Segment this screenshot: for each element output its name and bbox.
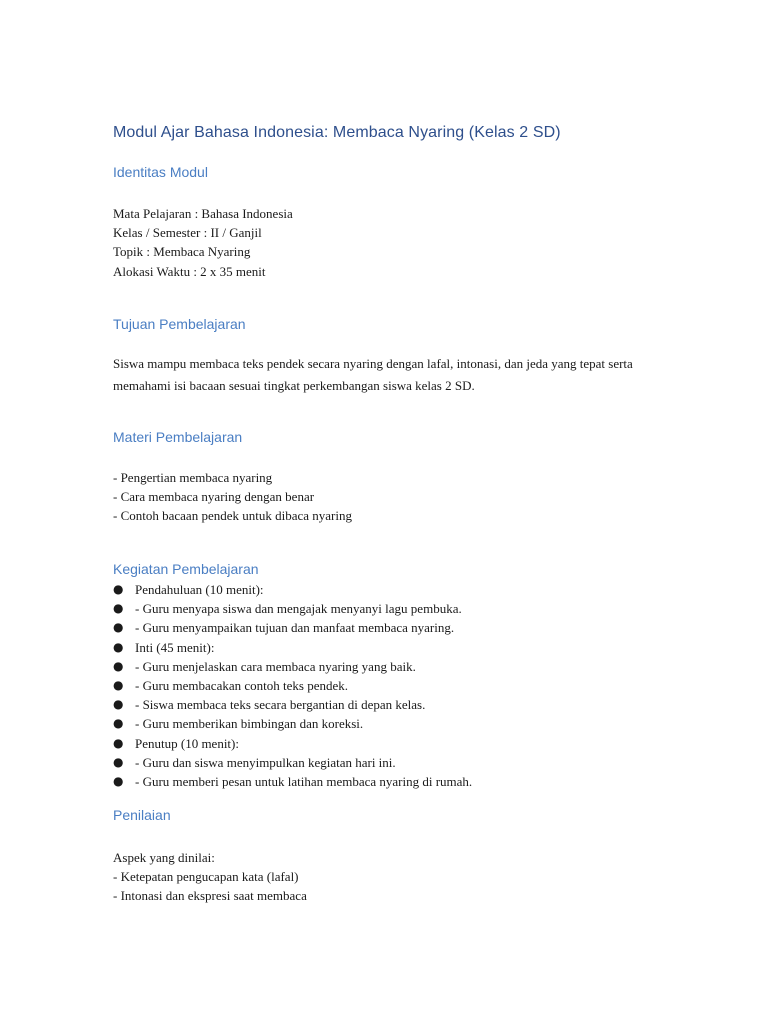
materi-line: - Contoh bacaan pendek untuk dibaca nyaring: [113, 508, 352, 524]
penilaian-line: - Ketepatan pengucapan kata (lafal): [113, 869, 299, 885]
list-item: [113, 753, 472, 772]
identitas-line: Alokasi Waktu : 2 x 35 menit: [113, 263, 266, 279]
list-item-text: - Siswa membaca teks secara bergantian di depan kelas.: [135, 697, 426, 713]
list-item: [113, 734, 472, 753]
heading-tujuan-pembelajaran: Tujuan Pembelajaran: [113, 316, 246, 332]
list-item: [113, 618, 472, 637]
materi-line: - Cara membaca nyaring dengan benar: [113, 489, 315, 505]
heading-materi-pembelajaran: Materi Pembelajaran: [113, 429, 243, 445]
penilaian-list: [113, 848, 307, 906]
heading-kegiatan-pembelajaran: Kegiatan Pembelajaran: [113, 561, 259, 577]
heading-identitas-modul: Identitas Modul: [113, 164, 208, 180]
bullet-dot-icon: ●: [113, 582, 124, 596]
bullet-dot-icon: ●: [113, 677, 124, 692]
list-item-text: - Guru menyapa siswa dan mengajak menyanyi lagu pembuka.: [135, 601, 462, 617]
list-item-text: Penutup (10 menit):: [135, 735, 239, 751]
list-item: [113, 695, 472, 714]
list-item-text: - Guru menyampaikan tujuan dan manfaat membaca nyaring.: [135, 620, 455, 636]
bullet-dot-icon: ●: [113, 773, 124, 788]
tujuan-paragraph: Siswa mampu membaca teks pendek secara nyaring dengan lafal, intonasi, dan jeda yang tepat serta memahami isi bacaan sesuai tingkat perkembangan siswa kelas 2 SD.: [113, 356, 633, 393]
identitas-list: [113, 204, 293, 281]
heading-penilaian: Penilaian: [113, 807, 171, 823]
identitas-line: Topik : Membaca Nyaring: [113, 244, 251, 260]
list-item: [113, 638, 472, 657]
list-item-text: - Guru dan siswa menyimpulkan kegiatan hari ini.: [135, 754, 396, 770]
list-item: [113, 657, 472, 676]
list-item: [113, 676, 472, 695]
penilaian-line: - Intonasi dan ekspresi saat membaca: [113, 888, 307, 904]
bullet-dot-icon: ●: [113, 639, 124, 654]
list-item: [113, 714, 472, 733]
list-item-text: - Guru membacakan contoh teks pendek.: [135, 677, 348, 693]
materi-list: [113, 468, 352, 526]
list-item: [113, 599, 472, 618]
bullet-dot-icon: ●: [113, 601, 124, 616]
list-item: [113, 772, 472, 791]
list-item-text: Pendahuluan (10 menit):: [135, 582, 264, 597]
list-item: [113, 580, 472, 599]
bullet-dot-icon: ●: [113, 620, 124, 635]
materi-line: - Pengertian membaca nyaring: [113, 470, 273, 485]
list-item-text: - Guru memberi pesan untuk latihan membaca nyaring di rumah.: [135, 773, 473, 789]
bullet-dot-icon: ●: [113, 697, 124, 712]
kegiatan-bullet-list: [113, 580, 472, 791]
document-title: Modul Ajar Bahasa Indonesia: Membaca Nyaring (Kelas 2 SD): [113, 124, 561, 141]
identitas-line: Mata Pelajaran : Bahasa Indonesia: [113, 206, 293, 221]
identitas-line: Kelas / Semester : II / Ganjil: [113, 225, 262, 241]
bullet-dot-icon: ●: [113, 754, 124, 769]
list-item-text: - Guru memberikan bimbingan dan koreksi.: [135, 716, 364, 732]
list-item-text: - Guru menjelaskan cara membaca nyaring yang baik.: [135, 658, 416, 674]
penilaian-line: Aspek yang dinilai:: [113, 850, 215, 865]
bullet-dot-icon: ●: [113, 735, 124, 750]
bullet-dot-icon: ●: [113, 658, 124, 673]
list-item-text: Inti (45 menit):: [135, 639, 215, 655]
bullet-dot-icon: ●: [113, 716, 124, 731]
